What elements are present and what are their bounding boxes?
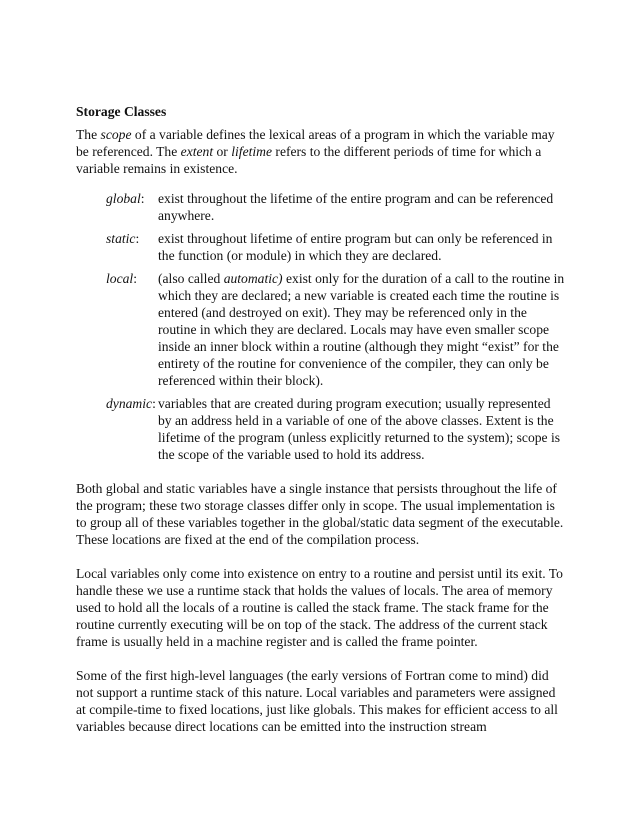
intro-text-4: refers to the different periods of time for which a variable remains in existence. [76, 144, 542, 176]
definition-list [106, 190, 566, 463]
definition-local [106, 270, 566, 389]
intro-text-2: of a variable defines the lexical areas of a program in which the variable may be referenced. The [76, 127, 555, 159]
intro-paragraph [76, 126, 566, 177]
definition-text: exist throughout lifetime of entire program but can only be referenced in the function (or module) in which they are declared. [158, 231, 553, 263]
definition-term: dynamic: [106, 396, 156, 411]
paragraph-early-languages: Some of the first high-level languages (the early versions of Fortran come to mind) did not support a runtime stack of this nature. Local variables and parameters were assigned at compile-time to fixed locations, just like globals. This makes for efficient access to all variables because direct locations can be emitted into the instruction stream [76, 668, 558, 734]
intro-text-3: or [213, 144, 232, 159]
paragraph-global-static: Both global and static variables have a single instance that persists throughout the life of the program; these two storage classes differ only in scope. The usual implementation is to group all of these variables together in the global/static data segment of the executable. These locations are fixed at the end of the compilation process. [76, 481, 564, 547]
document-body [76, 103, 566, 752]
definition-term: local: [106, 271, 137, 286]
paragraph-local-variables: Local variables only come into existence on entry to a routine and persist until its exit. To handle these we use a runtime stack that holds the values of locals. The area of memory used to hold all the locals of a routine is called the stack frame. The stack frame for the routine currently executing will be on top of the stack. The address of the current stack frame is usually held in a machine register and is called the frame pointer. [76, 566, 563, 649]
definition-text: (also called automatic) exist only for the duration of a call to the routine in which they are declared; a new variable is created each time the routine is entered (and destroyed on exit). They may be referenced only in the routine in which they are declared. Locals may have even smaller scope inside an inner block within a routine (although they might “exist” for the entirety of the routine for convenience of the compiler, they can only be referenced within their block). [158, 271, 565, 388]
definition-text: variables that are created during program execution; usually represented by an address held in a variable of one of the above classes. Extent is the lifetime of the program (unless explicitly returned to the system); scope is the scope of the variable used to hold its address. [158, 396, 561, 462]
definition-global [106, 190, 566, 224]
term-extent: extent [180, 144, 214, 159]
intro-text-1: The [76, 127, 101, 142]
definition-term: static: [106, 231, 140, 246]
term-automatic: automatic) [223, 271, 283, 286]
definition-text: exist throughout the lifetime of the entire program and can be referenced anywhere. [158, 191, 554, 223]
definition-term: global: [106, 191, 145, 206]
section-heading: Storage Classes [76, 104, 167, 119]
term-scope: scope [100, 127, 132, 142]
definition-static [106, 230, 566, 264]
definition-dynamic [106, 395, 566, 463]
term-lifetime: lifetime [231, 144, 273, 159]
